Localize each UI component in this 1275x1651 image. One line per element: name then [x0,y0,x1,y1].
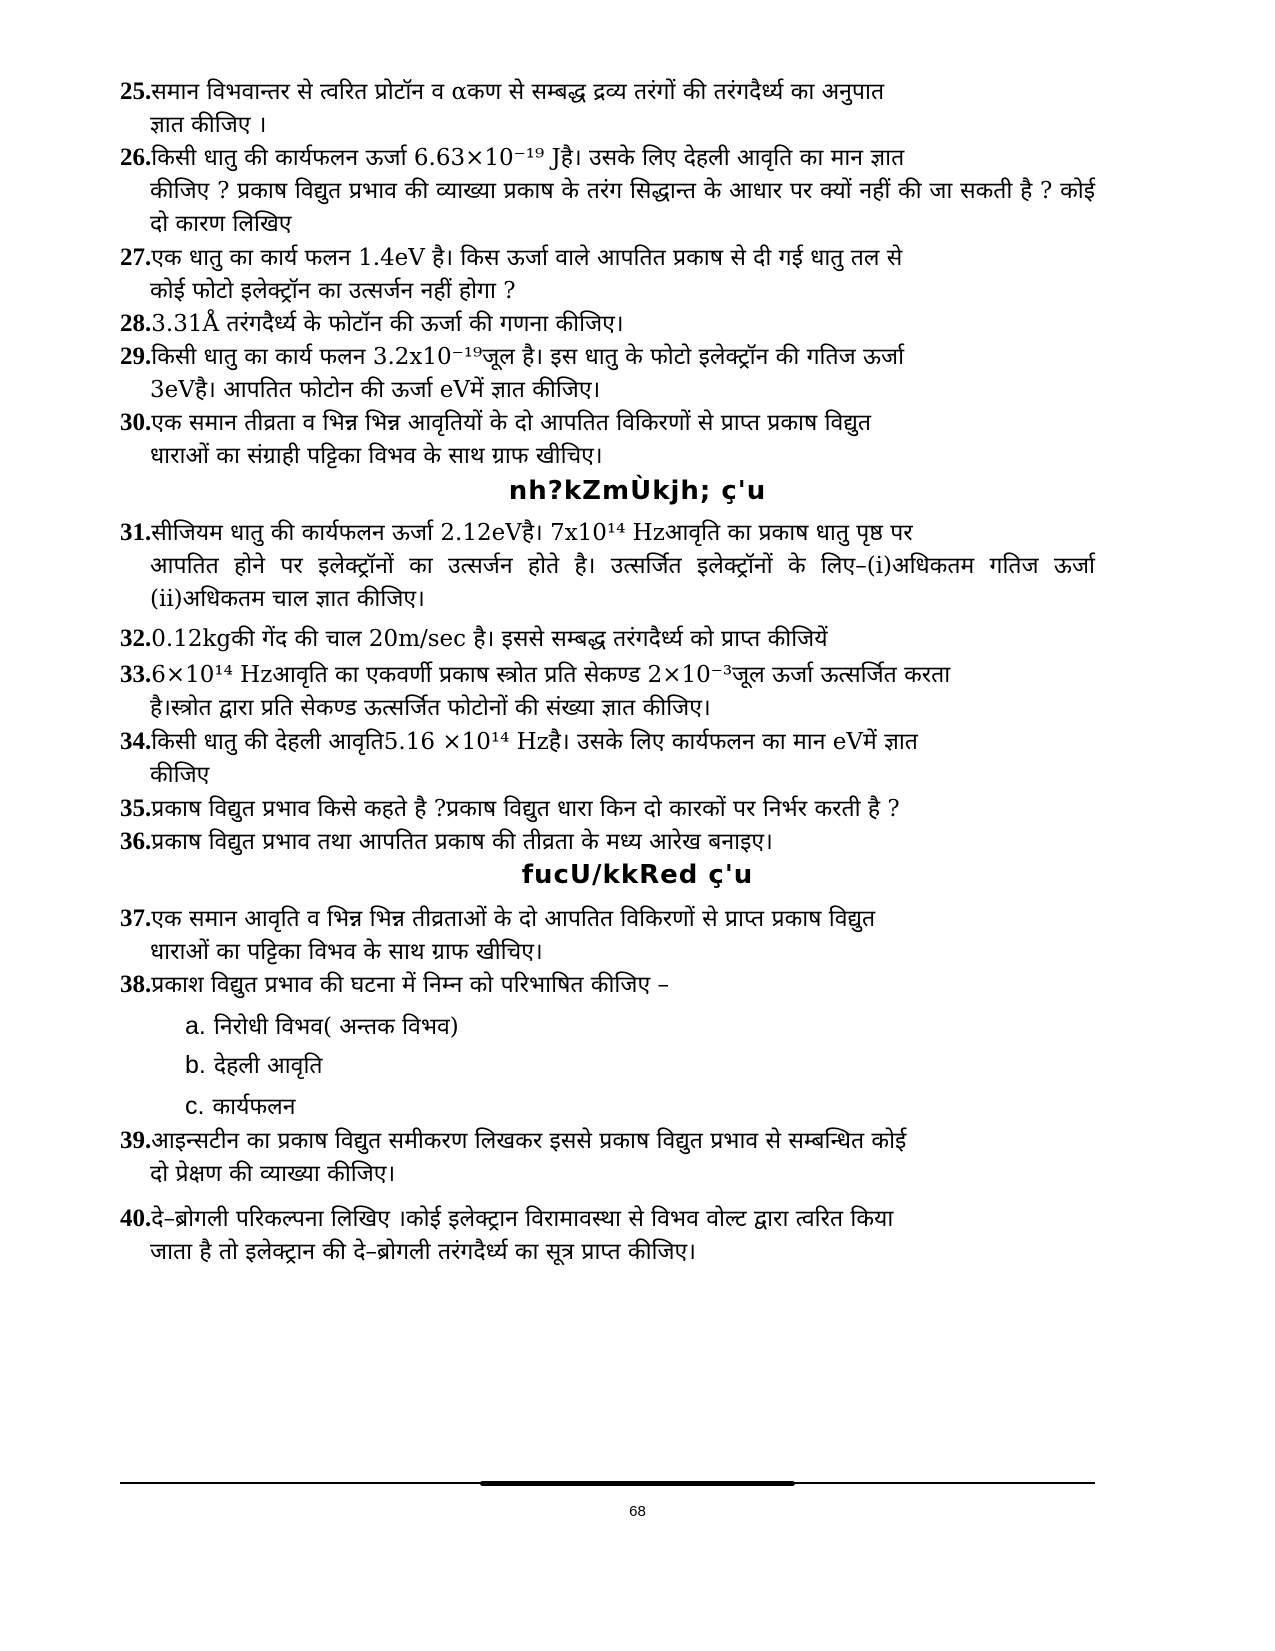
question-27 [120,241,1095,308]
option-c [185,1090,296,1124]
question-29 [120,340,1095,407]
question-36 [120,825,1095,859]
question-text: एक धातु का कार्य फलन 1.4eV है। किस ऊर्जा वाले आपतित प्रकाष से दी गई धातु तल से [151,245,903,271]
question-28 [120,307,1095,341]
question-number: 40. [120,1205,152,1232]
question-number: 30. [120,409,152,436]
question-38 [120,968,1095,1002]
question-number: 35. [120,795,152,822]
question-39 [120,1124,1095,1191]
option-text: निरोधी विभव( अन्तक विभव) [213,1014,459,1040]
question-31 [120,516,1095,616]
question-text-cont: आपतित होने पर इलेक्ट्रॉनों का उत्सर्जन होते है। उत्सर्जित इलेक्ट्रॉनों के लिए–(i)अधिकतम गतिज ऊर्जा (ii)अधिकतम चाल ज्ञात कीजिए। [150,553,1095,612]
question-text-cont: कीजिए [150,762,210,788]
question-37 [120,902,1095,969]
question-number: 37. [120,905,152,932]
question-text: प्रकाष विद्युत प्रभाव तथा आपतित प्रकाष की तीव्रता के मध्य आरेख बनाइए। [151,829,773,855]
section-heading-essay: fucU/kkRed ç'u [521,860,754,890]
question-text-cont: ज्ञात कीजिए । [150,112,267,138]
question-text: समान विभवान्तर से त्वरित प्रोटॉन व αकण से सम्बद्ध द्रव्य तरंगों की तरंगदैर्ध्य का अनुपात [151,79,885,105]
question-40 [120,1202,1095,1269]
footer-divider [120,1481,1095,1486]
footer-divider-thick [480,1481,795,1486]
question-text: 3.31Å तरंगदैर्ध्य के फोटॉन की ऊर्जा की गणना कीजिए। [151,311,624,337]
question-number: 26. [120,144,152,171]
question-34 [120,725,1095,792]
question-text-cont: कीजिए ? प्रकाष विद्युत प्रभाव की व्याख्या प्रकाष के तरंग सिद्धान्त के आधार पर क्यों नहीं की जा सकती है ? कोई दो कारण लिखिए [150,178,1095,237]
page-number: 68 [629,1503,646,1520]
question-30 [120,406,1095,473]
question-text: दे–ब्रोगली परिकल्पना लिखिए ।कोई इलेक्ट्रान विरामावस्था से विभव वोल्ट द्वारा त्वरित किया [151,1206,894,1232]
option-text: देहली आवृति [213,1053,323,1079]
question-text: 0.12kgकी गेंद की चाल 20m/sec है। इससे सम्बद्ध तरंगदैर्ध्य को प्राप्त कीजियें [151,626,828,652]
question-number: 27. [120,244,152,271]
question-35 [120,792,1095,826]
option-label: c. [185,1092,205,1120]
option-text: कार्यफलन [212,1094,296,1120]
question-number: 28. [120,310,152,337]
question-number: 38. [120,971,152,998]
question-text: आइन्सटीन का प्रकाष विद्युत समीकरण लिखकर इससे प्रकाष विद्युत प्रभाव से सम्बन्धित कोई [151,1128,907,1154]
question-number: 39. [120,1127,152,1154]
option-a [185,1010,459,1044]
option-label: a. [185,1012,206,1040]
question-25 [120,75,1095,142]
question-number: 32. [120,625,152,652]
question-26 [120,141,1095,241]
question-text: सीजियम धातु की कार्यफलन ऊर्जा 2.12eVहै। 7x10¹⁴ Hzआवृति का प्रकाष धातु पृष्ठ पर [151,520,913,546]
question-number: 36. [120,828,152,855]
question-text: किसी धातु का कार्य फलन 3.2x10⁻¹⁹जूल है। इस धातु के फोटो इलेक्ट्रॉन की गतिज ऊर्जा [151,344,905,370]
question-33 [120,658,1095,725]
question-text-cont: है।स्त्रोत द्वारा प्रति सेकण्ड ऊत्सर्जित फोटोनों की संख्या ज्ञात कीजिए। [150,695,711,721]
question-number: 25. [120,78,152,105]
question-text: किसी धातु की कार्यफलन ऊर्जा 6.63×10⁻¹⁹ Jहै। उसके लिए देहली आवृति का मान ज्ञात [151,145,905,171]
question-number: 31. [120,519,152,546]
question-text: प्रकाष विद्युत प्रभाव किसे कहते है ?प्रकाष विद्युत धारा किन दो कारकों पर निर्भर करती है ? [151,796,900,822]
question-text: एक समान तीव्रता व भिन्न भिन्न आवृतियों के दो आपतित विकिरणों से प्राप्त प्रकाष विद्युत [151,410,871,436]
question-32 [120,622,1095,656]
option-b [185,1049,323,1083]
question-text-cont: जाता है तो इलेक्ट्रान की दे–ब्रोगली तरंगदैर्ध्य का सूत्र प्राप्त कीजिए। [150,1239,696,1265]
question-text: किसी धातु की देहली आवृति5.16 ×10¹⁴ Hzहै। उसके लिए कार्यफलन का मान eVमें ज्ञात [151,729,918,755]
question-text-cont: धाराओं का पट्टिका विभव के साथ ग्राफ खीचिए। [150,939,543,965]
question-text: प्रकाश विद्युत प्रभाव की घटना में निम्न को परिभाषित कीजिए – [151,972,669,998]
question-text: 6×10¹⁴ Hzआवृति का एकवर्णी प्रकाष स्त्रोत प्रति सेकण्ड 2×10⁻³जूल ऊर्जा ऊत्सर्जित करता [151,662,951,688]
question-text: एक समान आवृति व भिन्न भिन्न तीव्रताओं के दो आपतित विकिरणों से प्राप्त प्रकाष विद्युत [151,906,876,932]
question-number: 29. [120,343,152,370]
question-text-cont: 3eVहै। आपतित फोटोन की ऊर्जा eVमें ज्ञात कीजिए। [150,377,601,403]
section-heading-long-answer: nh?kZmÙkjh; ç'u [508,476,767,506]
question-number: 33. [120,661,152,688]
question-text-cont: धाराओं का संग्राही पट्टिका विभव के साथ ग्राफ खीचिए। [150,443,603,469]
question-text-cont: कोई फोटो इलेक्ट्रॉन का उत्सर्जन नहीं होगा ? [150,278,516,304]
question-text-cont: दो प्रेक्षण की व्याख्या कीजिए। [150,1161,396,1187]
option-label: b. [185,1051,206,1079]
question-number: 34. [120,728,152,755]
